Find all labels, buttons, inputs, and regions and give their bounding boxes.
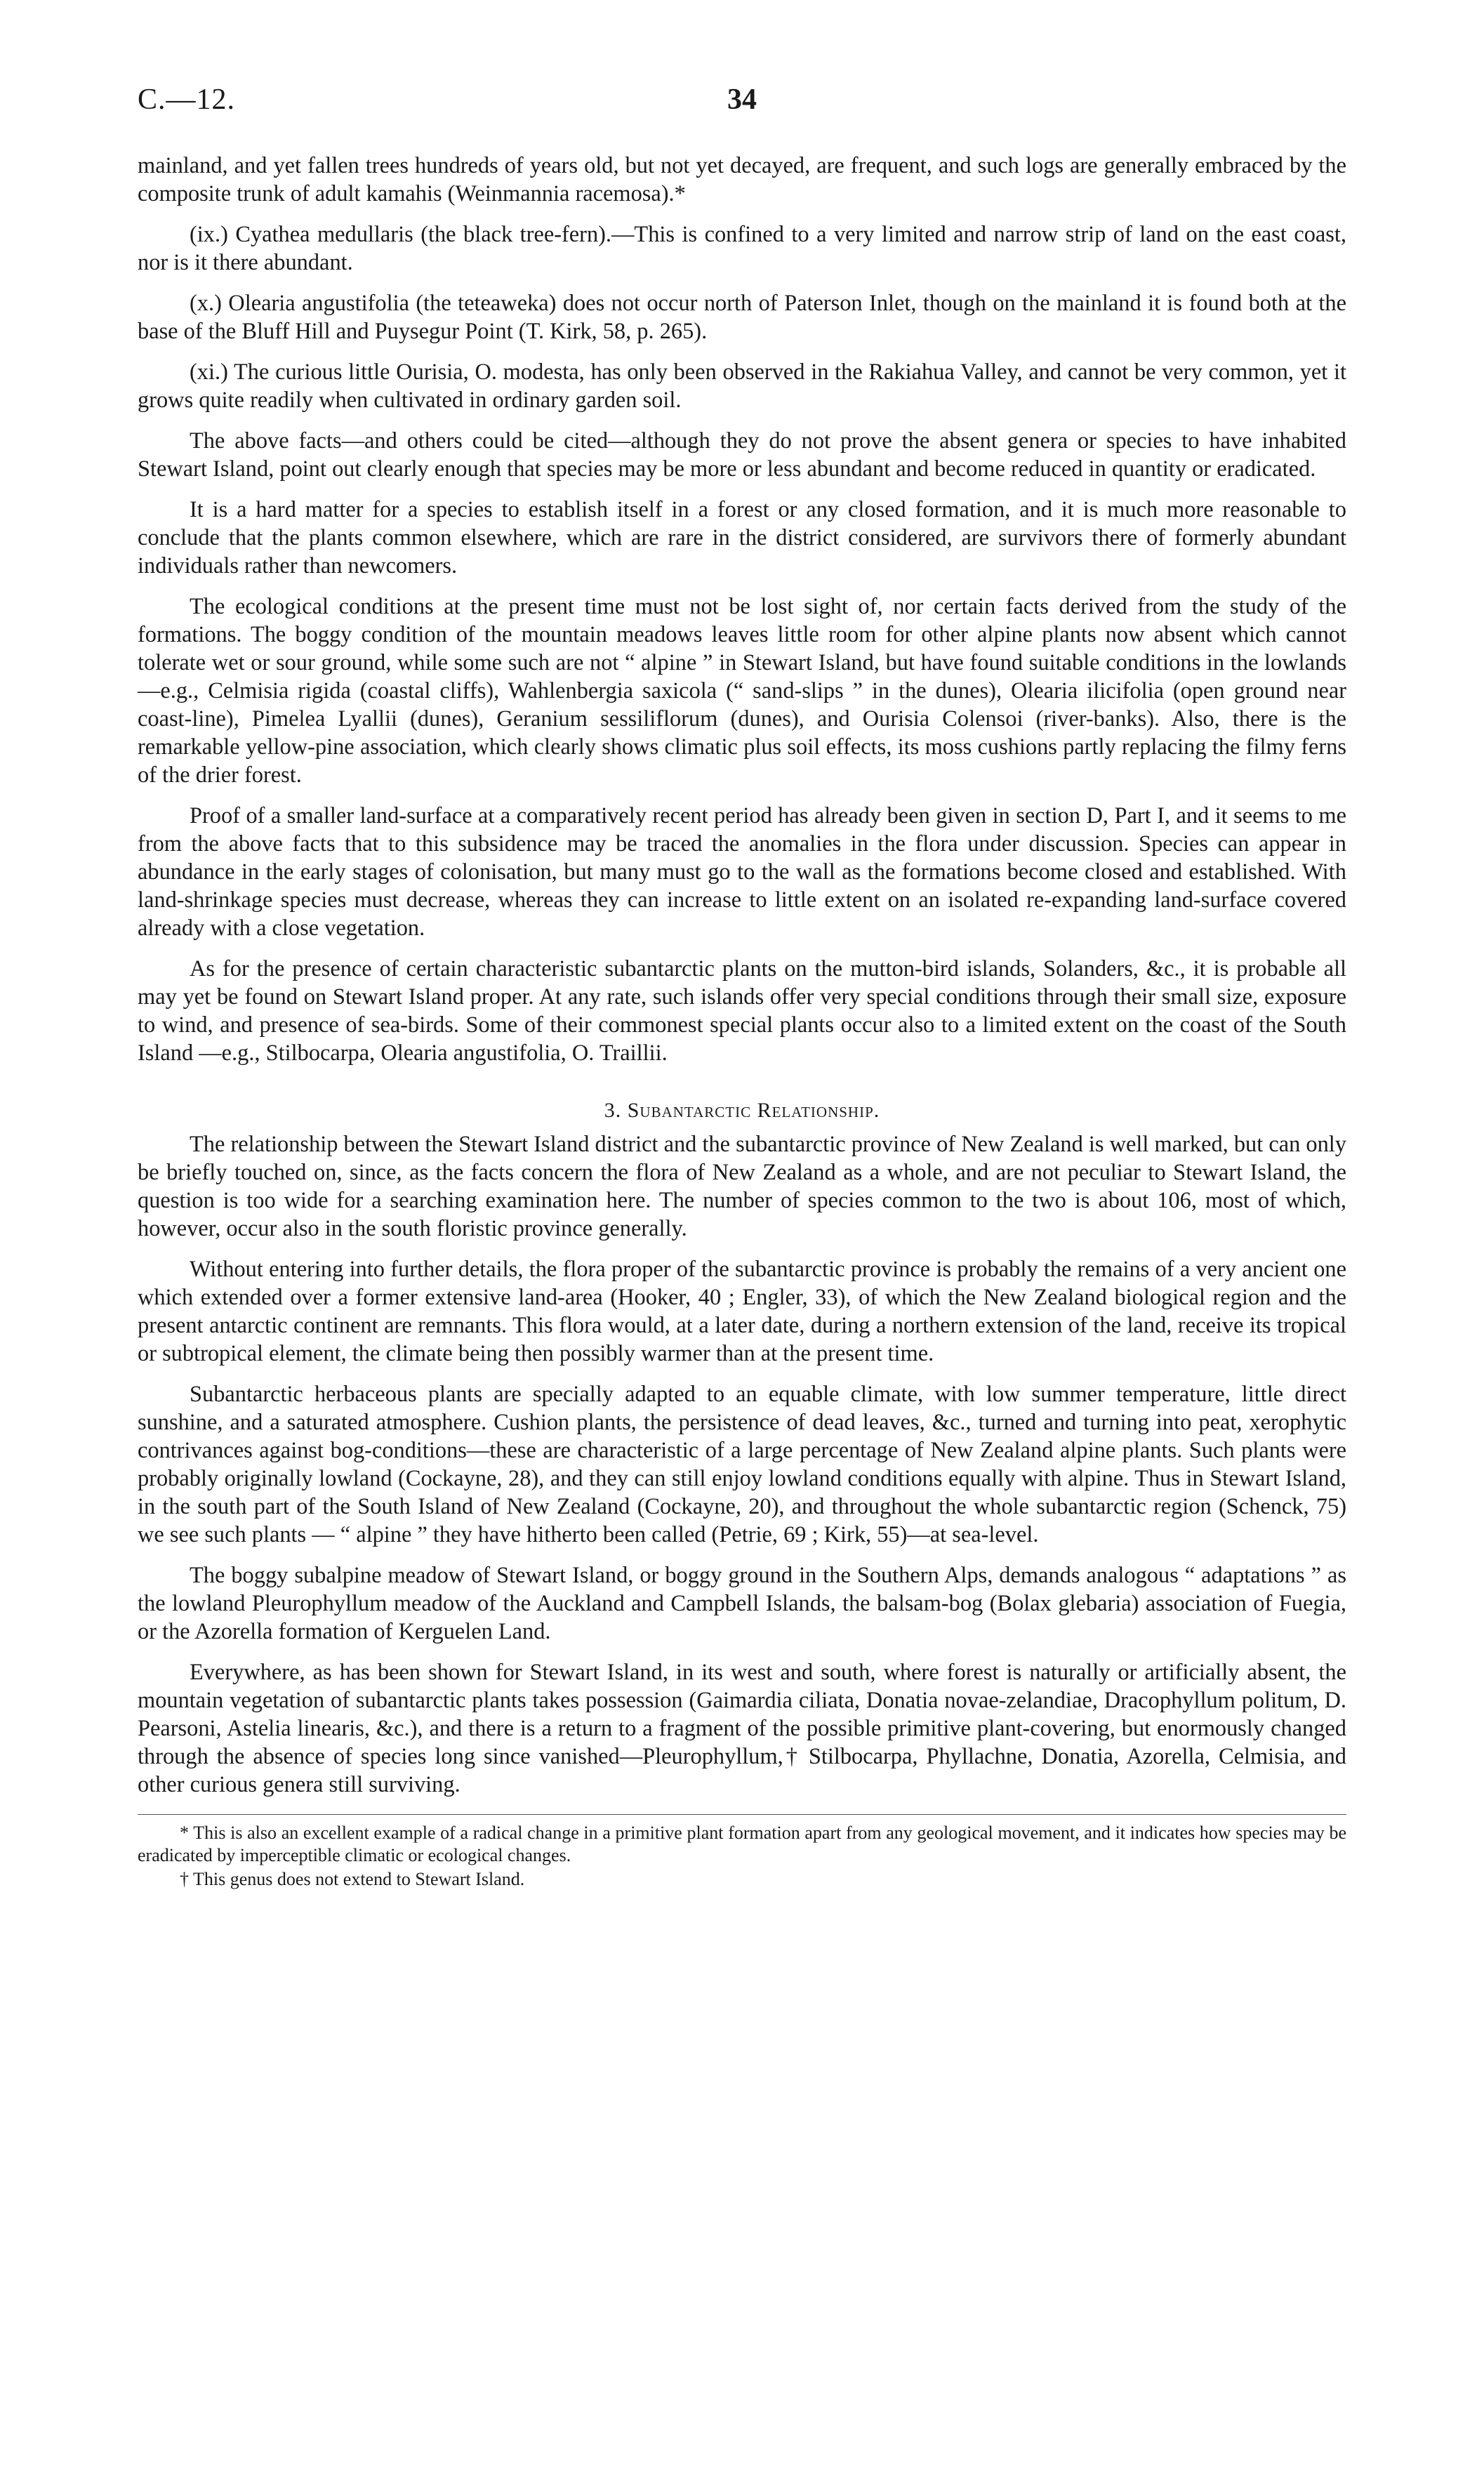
- paragraph-ecological-conditions: The ecological conditions at the present time must not be lost sight of, nor certain facts derived from the study of the formations. The boggy condition of the mountain meadows leaves little room for other alpine plants now absent which cannot tolerate wet or sour ground, while some such are not “ alpine ” in Stewart Island, but have found suitable conditions in the lowlands—e.g., Celmisia rigida (coastal cliffs), Wahlenbergia saxicola (“ sand-slips ” in the dunes), Olearia ilicifolia (open ground near coast-line), Pimelea Lyallii (dunes), Geranium sessiliflorum (dunes), and Ourisia Colensoi (river-banks). Also, there is the remarkable yellow-pine association, which clearly shows climatic plus soil effects, its moss cushions partly replacing the filmy ferns of the drier forest.: [138, 594, 1346, 788]
- document-reference: C.—12.: [138, 84, 236, 116]
- paragraph-everywhere: Everywhere, as has been shown for Stewart Island, in its west and south, where forest is naturally or artificially absent, the mountain vegetation of subantarctic plants takes possession (Gaimardia ciliata, Donatia novae-zelandiae, Dracophyllum politum, D. Pearsoni, Astelia linearis, &c.), and there is a return to a fragment of the possible primitive plant-covering, but enormously changed through the absence of species long since vanished—Pleurophyllum,† Stilbocarpa, Phyllachne, Donatia, Azorella, Celmisia, and other curious genera still surviving.: [138, 1660, 1346, 1797]
- section-title: Subantarctic Relationship.: [627, 1099, 880, 1122]
- footnote-dagger: † This genus does not extend to Stewart Island.: [180, 1869, 525, 1889]
- page-header: [138, 83, 1346, 125]
- paragraph-boggy-meadow: The boggy subalpine meadow of Stewart Island, or boggy ground in the Southern Alps, demands analogous “ adaptations ” as the lowland Pleurophyllum meadow of the Auckland and Campbell Islands, the balsam-bog (Bolax glebaria) association of Fuegia, or the Azorella formation of Kerguelen Land.: [138, 1563, 1346, 1644]
- paragraph-closed-formation: It is a hard matter for a species to establish itself in a forest or any closed formation, and it is much more reasonable to conclude that the plants common elsewhere, which are rare in the district considered, are survivors there of formerly abundant individuals rather than newcomers.: [138, 497, 1346, 579]
- paragraph-cyathea: (ix.) Cyathea medullaris (the black tree-fern).—This is confined to a very limited and narrow strip of land on the east coast, nor is it there abundant.: [138, 222, 1346, 275]
- paragraph-land-surface: Proof of a smaller land-surface at a comparatively recent period has already been given in section D, Part I, and it seems to me from the above facts that to this subsidence may be traced the anomalies in the flora under discussion. Species can appear in abundance in the early stages of colonisation, but many must go to the wall as the formations become closed and established. With land-shrinkage species must decrease, whereas they can increase to little extent on an isolated re-expanding land-surface covered already with a close vegetation.: [138, 803, 1346, 941]
- paragraph-above-facts: The above facts—and others could be cited—although they do not prove the absent genera or species to have inhabited Stewart Island, point out clearly enough that species may be more or less abundant and become reduced in quantity or eradicated.: [138, 428, 1346, 482]
- paragraph-continued: mainland, and yet fallen trees hundreds of years old, but not yet decayed, are frequent, and such logs are generally embraced by the composite trunk of adult kamahis (Weinmannia racemosa).*: [138, 153, 1346, 206]
- paragraph-mutton-bird-islands: As for the presence of certain characteristic subantarctic plants on the mutton-bird islands, Solanders, &c., it is probable all may yet be found on Stewart Island proper. At any rate, such islands offer very special conditions through their small size, exposure to wind, and presence of sea-birds. Some of their commonest special plants occur also to a limited extent on the coast of the South Island —e.g., Stilbocarpa, Olearia angustifolia, O. Traillii.: [138, 956, 1346, 1066]
- section-heading: [138, 1097, 1346, 1125]
- section-number: 3.: [604, 1099, 622, 1122]
- footnotes: [138, 1822, 1346, 1891]
- paragraph-herbaceous-plants: Subantarctic herbaceous plants are specially adapted to an equable climate, with low summer temperature, little direct sunshine, and a saturated atmosphere. Cushion plants, the persistence of dead leaves, &c., turned and turning into peat, xerophytic contrivances against bog-conditions—these are characteristic of a large percentage of New Zealand alpine plants. Such plants were probably originally lowland (Cockayne, 28), and they can still enjoy lowland conditions equally with alpine. Thus in Stewart Island, in the south part of the South Island of New Zealand (Cockayne, 20), and throughout the whole subantarctic region (Schenck, 75) we see such plants — “ alpine ” they have hitherto been called (Petrie, 69 ; Kirk, 55)—at sea-level.: [138, 1382, 1346, 1547]
- footnote-divider: [138, 1814, 1346, 1815]
- page-number: 34: [727, 84, 757, 116]
- paragraph-ancient-flora: Without entering into further details, the flora proper of the subantarctic province is probably the remains of a very ancient one which extended over a former extensive land-area (Hooker, 40 ; Engler, 33), of which the New Zealand biological region and the present antarctic continent are remnants. This flora would, at a later date, during a northern extension of the land, receive its tropical or subtropical element, the climate being then possibly warmer than at the present time.: [138, 1257, 1346, 1366]
- body-text: [138, 152, 1346, 1892]
- paragraph-olearia: (x.) Olearia angustifolia (the teteaweka) does not occur north of Paterson Inlet, though on the mainland it is found both at the base of the Bluff Hill and Puysegur Point (T. Kirk, 58, p. 265).: [138, 291, 1346, 344]
- footnote-asterisk: * This is also an excellent example of a radical change in a primitive plant formation apart from any geological movement, and it indicates how species may be eradicated by imperceptible climatic or ecological changes.: [138, 1823, 1346, 1865]
- paragraph-relationship: The relationship between the Stewart Island district and the subantarctic province of New Zealand is well marked, but can only be briefly touched on, since, as the facts concern the flora of New Zealand as a whole, and are not peculiar to Stewart Island, the question is too wide for a searching examination here. The number of species common to the two is about 106, most of which, however, occur also in the south floristic province generally.: [138, 1132, 1346, 1241]
- paragraph-ourisia: (xi.) The curious little Ourisia, O. modesta, has only been observed in the Rakiahua Valley, and cannot be very common, yet it grows quite readily when cultivated in ordinary garden soil.: [138, 359, 1346, 413]
